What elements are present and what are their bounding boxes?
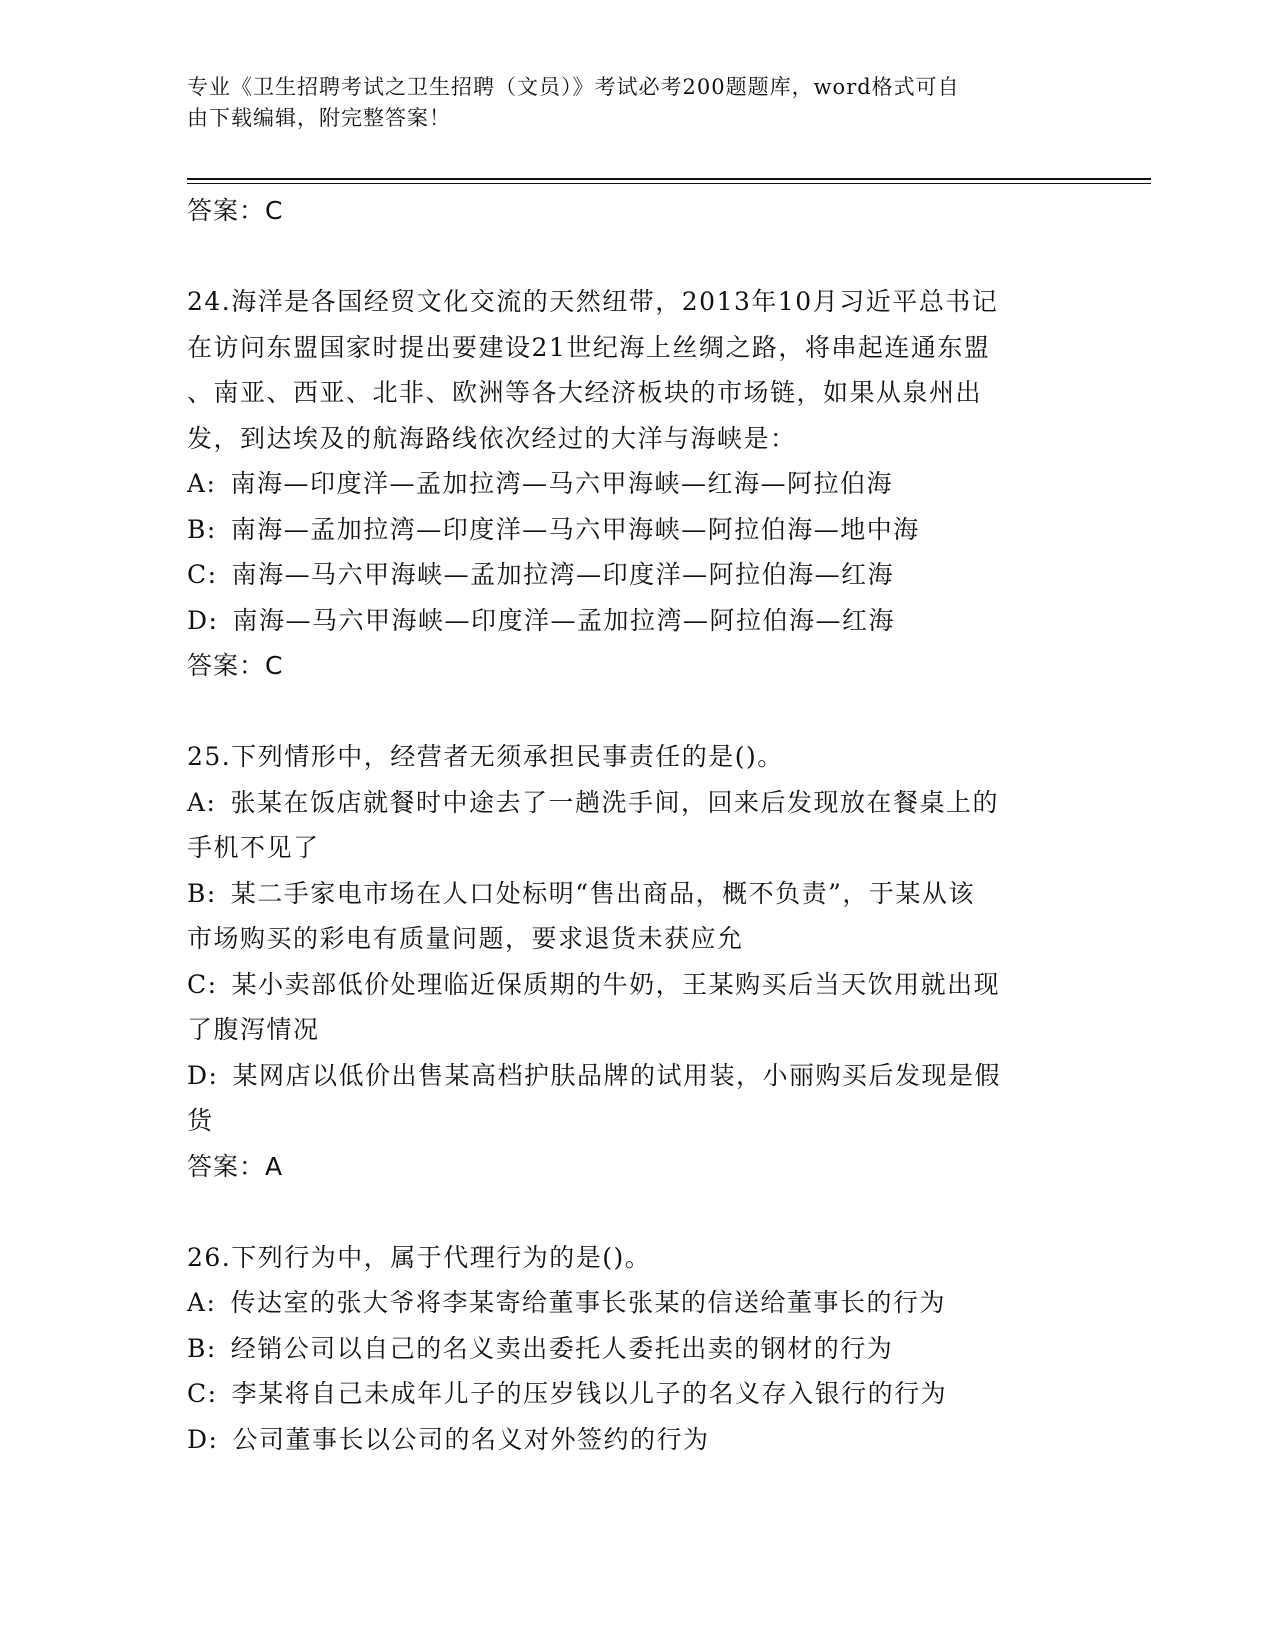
option-key: A: — [187, 469, 217, 498]
option-key: D: — [187, 1060, 219, 1090]
header-line-1: 专业《卫生招聘考试之卫生招聘（文员）》考试必考200题题库，word格式可自 — [187, 75, 960, 99]
option-text: 南海—马六甲海峡—印度洋—孟加拉湾—阿拉伯海—红海 — [232, 605, 895, 635]
answer-25: 答案：A — [187, 1151, 284, 1181]
option-key: B: — [187, 514, 217, 544]
option-text: 某二手家电市场在人口处标明“售出商品，概不负责”，于某从该 — [230, 878, 975, 908]
spacer — [187, 689, 1087, 735]
question-text: 24.海洋是各国经贸文化交流的天然纽带，2013年10月习近平总书记 — [187, 287, 999, 316]
spacer — [187, 234, 1087, 280]
option-text: 传达室的张大爷将李某寄给董事长张某的信送给董事长的行为 — [230, 1288, 946, 1317]
answer-24: 答案：C — [187, 651, 284, 680]
option-d-continued: 货 — [187, 1106, 214, 1135]
answer-23: 答案：C — [187, 196, 284, 225]
option-text: 张某在饭店就餐时中途去了一趟洗手间，回来后发现放在餐桌上的 — [230, 787, 999, 817]
option-key: D: — [187, 1424, 219, 1454]
question-text: 25.下列情形中，经营者无须承担民事责任的是()。 — [187, 742, 784, 771]
option-c — [187, 1371, 1087, 1417]
question-text: 发，到达埃及的航海路线依次经过的大洋与海峡是： — [187, 423, 797, 453]
option-b-continued: 市场购买的彩电有质量问题，要求退货未获应允 — [187, 924, 744, 953]
option-text: 南海—印度洋—孟加拉湾—马六甲海峡—红海—阿拉伯海 — [230, 469, 893, 498]
question-24 — [187, 279, 1087, 689]
option-text: 南海—马六甲海峡—孟加拉湾—印度洋—阿拉伯海—红海 — [231, 560, 895, 589]
option-b — [187, 871, 1087, 917]
option-text: 经销公司以自己的名义卖出委托人委托出卖的钢材的行为 — [230, 1333, 894, 1363]
option-d — [187, 1417, 1087, 1463]
option-d — [187, 1053, 1087, 1099]
header-rule-thick — [187, 178, 1151, 180]
document-body — [187, 188, 1087, 1462]
option-b — [187, 1326, 1087, 1372]
option-text: 李某将自己未成年儿子的压岁钱以儿子的名义存入银行的行为 — [231, 1379, 948, 1408]
option-c — [187, 962, 1087, 1008]
option-c — [187, 552, 1087, 598]
header-rule-thin — [187, 183, 1151, 184]
option-b — [187, 507, 1087, 553]
option-key: A: — [187, 787, 217, 817]
option-key: C: — [187, 1379, 218, 1408]
option-text: 某网店以低价出售某高档护肤品牌的试用装，小丽购买后发现是假 — [232, 1060, 1001, 1090]
option-text: 南海—孟加拉湾—印度洋—马六甲海峡—阿拉伯海—地中海 — [230, 514, 920, 544]
header-line-2: 由下载编辑，附完整答案！ — [187, 106, 451, 130]
option-d — [187, 598, 1087, 644]
option-key: C: — [187, 560, 218, 589]
question-text: 26.下列行为中，属于代理行为的是()。 — [187, 1242, 652, 1272]
option-key: A: — [187, 1288, 217, 1317]
question-25 — [187, 734, 1087, 1189]
option-key: B: — [187, 1333, 217, 1363]
option-c-continued: 了腹泻情况 — [187, 1015, 320, 1044]
page-header — [187, 72, 1067, 134]
option-key: C: — [187, 969, 218, 999]
question-text: 在访问东盟国家时提出要建设21世纪海上丝绸之路，将串起连通东盟 — [187, 332, 991, 362]
option-text: 某小卖部低价处理临近保质期的牛奶，王某购买后当天饮用就出现 — [231, 969, 1001, 999]
option-text: 公司董事长以公司的名义对外签约的行为 — [232, 1424, 710, 1454]
question-text: 、南亚、西亚、北非、欧洲等各大经济板块的市场链，如果从泉州出 — [187, 378, 983, 407]
option-a — [187, 780, 1087, 826]
option-a — [187, 1280, 1087, 1326]
option-a — [187, 461, 1087, 507]
option-a-continued: 手机不见了 — [187, 833, 320, 862]
option-key: D: — [187, 605, 219, 635]
option-key: B: — [187, 878, 217, 908]
spacer — [187, 1189, 1087, 1235]
question-26 — [187, 1235, 1087, 1463]
